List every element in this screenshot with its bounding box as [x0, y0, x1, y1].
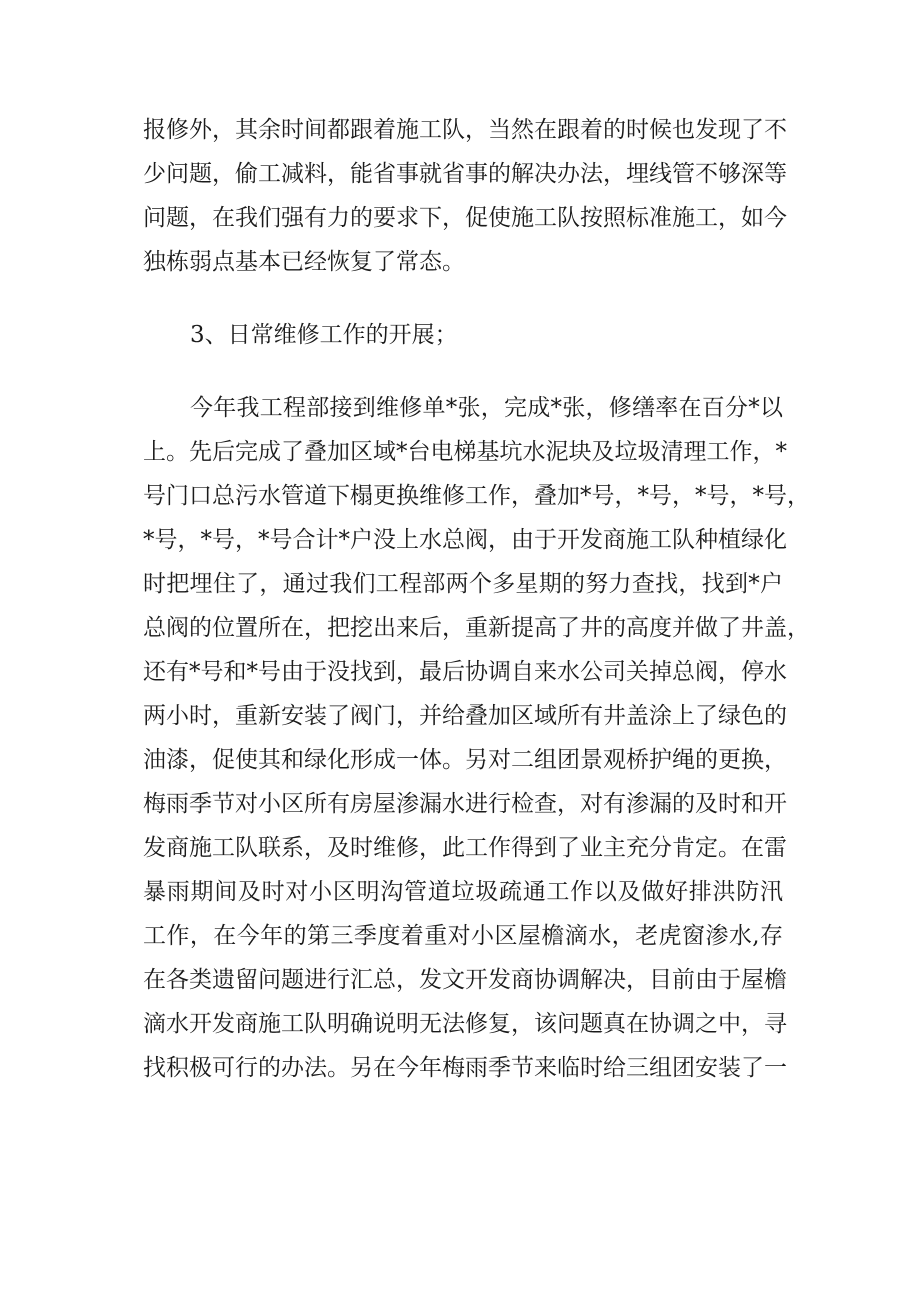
text-line: 还有*号和*号由于没找到，最后协调自来水公司关掉总阀，停水 — [143, 659, 787, 685]
text-line: 工作，在今年的第三季度着重对小区屋檐滴水，老虎窗渗水,存 — [143, 923, 783, 949]
text-line: 号门口总污水管道下榻更换维修工作，叠加*号，*号，*号，*号， — [143, 483, 810, 509]
text-line: 时把埋住了，通过我们工程部两个多星期的努力查找，找到*户 — [143, 571, 783, 597]
text-line: 今年我工程部接到维修单*张，完成*张，修缮率在百分*以 — [190, 395, 783, 421]
text-line: 发商施工队联系，及时维修，此工作得到了业主充分肯定。在雷 — [143, 835, 787, 861]
text-line: 暴雨期间及时对小区明沟管道垃圾疏通工作以及做好排洪防汛 — [143, 879, 783, 905]
text-line: 油漆，促使其和绿化形成一体。另对二组团景观桥护绳的更换， — [143, 747, 787, 773]
text-line: 上。先后完成了叠加区域*台电梯基坑水泥块及垃圾清理工作，* — [143, 439, 787, 465]
text-line: 找积极可行的办法。另在今年梅雨季节来临时给三组团安装了一 — [143, 1055, 787, 1081]
text-line: 少问题，偷工减料，能省事就省事的解决办法，埋线管不够深等 — [143, 161, 787, 187]
text-line: 在各类遗留问题进行汇总，发文开发商协调解决，目前由于屋檐 — [143, 967, 787, 993]
text-line: 问题，在我们强有力的要求下，促使施工队按照标准施工，如今 — [143, 205, 787, 231]
text-line: 梅雨季节对小区所有房屋渗漏水进行检查，对有渗漏的及时和开 — [143, 791, 787, 817]
text-line: 总阀的位置所在，把挖出来后，重新提高了井的高度并做了井盖， — [143, 615, 810, 641]
text-line: 滴水开发商施工队明确说明无法修复，该问题真在协调之中，寻 — [143, 1011, 787, 1037]
text-line: 报修外，其余时间都跟着施工队，当然在跟着的时候也发现了不 — [143, 117, 787, 143]
text-line: 独栋弱点基本已经恢复了常态。 — [143, 249, 465, 275]
text-line: *号，*号，*号合计*户没上水总阀，由于开发商施工队种植绿化 — [143, 527, 787, 553]
text-line: 两小时，重新安装了阀门，并给叠加区域所有井盖涂上了绿色的 — [143, 703, 787, 729]
section-heading: 3、日常维修工作的开展； — [190, 322, 458, 348]
